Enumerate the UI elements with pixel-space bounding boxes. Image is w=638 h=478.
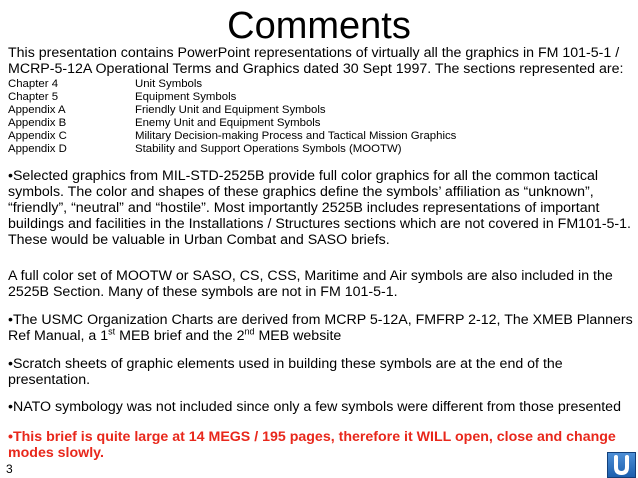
intro-paragraph: This presentation contains PowerPoint representations of virtually all the graphics in FM 101-5-1 / MCRP-5-12A Operational Terms and Graphics dated 30 Sept 1997. The sections represented are: [8, 45, 624, 77]
section-row [8, 143, 634, 156]
scratch-sheets-paragraph: •Scratch sheets of graphic elements used in building these symbols are at the end of the presentation. [8, 356, 563, 388]
section-key: Chapter 4 [8, 78, 59, 90]
sections-list [8, 78, 634, 156]
mil-std-paragraph: •Selected graphics from MIL-STD-2525B provide full color graphics for all the common tactical symbols. The color and shapes of these graphics define the symbols’ affiliation as “unknown”, “friendly”, “neutral” and “hostile”. Most importantly 2525B includes representations of important buildings and facilities in the Installations / Structures sections which are not covered in FM101-5-1. These would be valuable in Urban Combat and SASO briefs. [8, 168, 631, 248]
usmc-text-b: MEB brief and the 2 [115, 328, 245, 344]
section-key: Chapter 5 [8, 91, 59, 103]
section-value: Military Decision-making Process and Tactical Mission Graphics [135, 130, 457, 142]
section-key: Appendix D [8, 143, 67, 155]
section-value: Friendly Unit and Equipment Symbols [135, 104, 326, 116]
size-warning-paragraph: •This brief is quite large at 14 MEGS / 195 pages, therefore it WILL open, close and change modes slowly. [8, 429, 616, 461]
section-row [8, 104, 634, 117]
nato-paragraph: •NATO symbology was not included since only a few symbols were different from those presented [8, 399, 621, 415]
section-row [8, 117, 634, 130]
u-logo-icon[interactable] [607, 452, 636, 478]
section-key: Appendix A [8, 104, 66, 116]
section-key: Appendix C [8, 130, 67, 142]
usmc-charts-paragraph [8, 312, 636, 344]
section-value: Enemy Unit and Equipment Symbols [135, 117, 321, 129]
ordinal-st: st [108, 326, 116, 337]
slide-number: 3 [6, 462, 13, 476]
full-color-paragraph: A full color set of MOOTW or SASO, CS, CSS, Maritime and Air symbols are also included in the 2525B Section. Many of these symbols are not in FM 101-5-1. [8, 268, 613, 300]
ordinal-nd: nd [244, 326, 255, 337]
usmc-text-a: •The USMC Organization Charts are derived from MCRP 5-12A, FMFRP 2-12, The XMEB Planners Ref Manual, a 1 [8, 312, 633, 344]
section-key: Appendix B [8, 117, 67, 129]
section-value: Stability and Support Operations Symbols (MOOTW) [135, 143, 402, 155]
section-row [8, 78, 634, 91]
section-value: Equipment Symbols [135, 91, 237, 103]
slide-title: Comments [227, 5, 411, 47]
section-row [8, 91, 634, 104]
usmc-text-c: MEB website [254, 328, 342, 344]
section-value: Unit Symbols [135, 78, 203, 90]
section-row [8, 130, 634, 143]
